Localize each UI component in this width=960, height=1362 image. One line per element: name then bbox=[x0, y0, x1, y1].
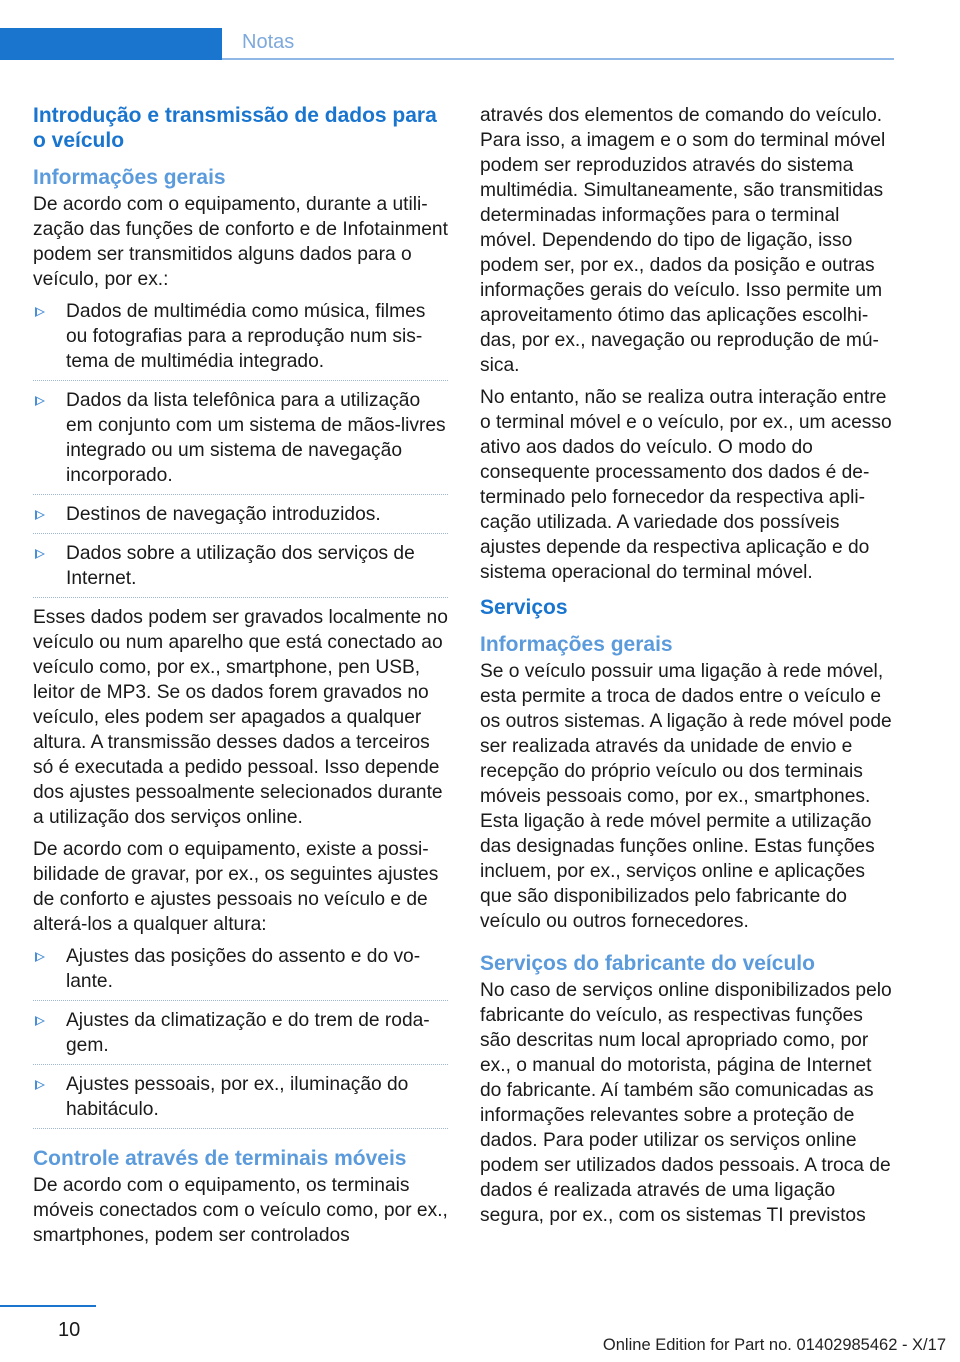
triangle-bullet-icon bbox=[35, 510, 45, 520]
subheading-mobile-control: Controle através de terminais móveis bbox=[33, 1147, 407, 1170]
triangle-bullet-icon bbox=[35, 396, 45, 406]
paragraph: através dos elementos de comando do veículo. Para isso, a imagem e o som do terminal móvel podem ser reproduzidos através do sistema multimédia. Simultaneamente, são transmitidas determinadas informações para o terminal móvel. Dependendo do tipo de ligação, isso podem ser, por ex., dados da posição e outras informações gerais do veículo. Isso permite um aproveitamento ótimo das aplicações escolhidas, por ex., navegação ou reprodução de música. bbox=[480, 105, 886, 376]
triangle-bullet-icon bbox=[35, 1016, 45, 1026]
edition-note: Online Edition for Part no. 01402985462 - X/17 bbox=[602, 1336, 946, 1354]
right-column bbox=[480, 103, 896, 1235]
paragraph: Esses dados podem ser gravados localmente no veículo ou num aparelho que está conectado ao veículo como, por ex., smartphone, pen USB, leitor de MP3. Se os dados forem gravados no veículo, eles podem ser apagados a qualquer altura. A transmissão desses dados a terceiros só é executada a pedido pessoal. Isso depende dos ajustes pessoalmente selecionados durante a utilização dos serviços online. bbox=[33, 607, 448, 828]
triangle-bullet-icon bbox=[35, 549, 45, 559]
list-item: Ajustes da climatização e do trem de rodagem. bbox=[33, 1008, 448, 1065]
paragraph: No caso de serviços online disponibilizados pelo fabricante do veículo, as respectivas funções são descritas num local apropriado como, por ex., o manual do motorista, página de Internet do fabricante. Aí também são comunicadas as informações relevantes sobre a proteção de dados. Para poder utilizar os serviços online podem ser utilizados dados pessoais. A troca de dados é realizada através de uma ligação segura, por ex., com os sistemas TI previstos bbox=[480, 980, 892, 1226]
heading-services: Serviços bbox=[480, 596, 568, 619]
list-item: Ajustes das posições do assento e do volante. bbox=[33, 944, 448, 1001]
triangle-bullet-icon bbox=[35, 307, 45, 317]
list-item: Ajustes pessoais, por ex., iluminação do habitáculo. bbox=[33, 1072, 448, 1129]
paragraph: De acordo com o equipamento, os terminais móveis conectados com o veículo como, por ex., smartphones, podem ser controlados bbox=[33, 1175, 448, 1246]
subheading-general-info: Informações gerais bbox=[33, 166, 226, 189]
list-item: Dados sobre a utilização dos serviços de Internet. bbox=[33, 541, 448, 598]
paragraph: De acordo com o equipamento, existe a possibilidade de gravar, por ex., os seguintes ajustes de conforto e ajustes pessoais no veículo e de alterá-los a qualquer altura: bbox=[33, 839, 439, 935]
paragraph: Se o veículo possuir uma ligação à rede móvel, esta permite a troca de dados entre o veículo e os outros sistemas. A ligação à rede móvel pode ser realizada através da unidade de envio e recepção do próprio veículo ou dos terminais móveis pessoais como, por ex., smartphones. Esta ligação à rede móvel permite a utilização das designadas funções online. Estas funções incluem, por ex., serviços online e aplicações que são disponibilizados pelo fabricante do veículo ou outros fornecedores. bbox=[480, 661, 892, 932]
footer-rule bbox=[0, 1305, 96, 1307]
subheading-general-info: Informações gerais bbox=[480, 633, 673, 656]
header-rule bbox=[222, 58, 894, 60]
page-number: 10 bbox=[58, 1319, 81, 1341]
heading-data-transmission: Introdução e transmissão de dados para o veículo bbox=[33, 104, 437, 152]
section-title: Notas bbox=[242, 31, 295, 53]
bullet-list-data bbox=[33, 299, 448, 598]
triangle-bullet-icon bbox=[35, 952, 45, 962]
header-accent-bar bbox=[0, 28, 222, 60]
bullet-list-settings bbox=[33, 944, 448, 1129]
list-item: Destinos de navegação introduzidos. bbox=[33, 502, 448, 534]
list-item: Dados da lista telefônica para a utilização em conjunto com um sistema de mãos-livres integrado ou um sistema de navegação incorporado. bbox=[33, 388, 448, 495]
left-column bbox=[33, 103, 448, 1255]
triangle-bullet-icon bbox=[35, 1080, 45, 1090]
subheading-manufacturer-services: Serviços do fabricante do veículo bbox=[480, 952, 815, 975]
paragraph: De acordo com o equipamento, durante a utilização das funções de conforto e de Infotainment podem ser transmitidos alguns dados para o veículo, por ex.: bbox=[33, 194, 448, 290]
list-item: Dados de multimédia como música, filmes ou fotografias para a reprodução num sistema de multimédia integrado. bbox=[33, 299, 448, 381]
paragraph: No entanto, não se realiza outra interação entre o terminal móvel e o veículo, por ex., um acesso ativo aos dados do veículo. O modo do consequente processamento dos dados é determinado pelo fornecedor da respectiva aplicação utilizada. A variedade dos possíveis ajustes depende da respectiva aplicação e do sistema operacional do terminal móvel. bbox=[480, 387, 892, 583]
